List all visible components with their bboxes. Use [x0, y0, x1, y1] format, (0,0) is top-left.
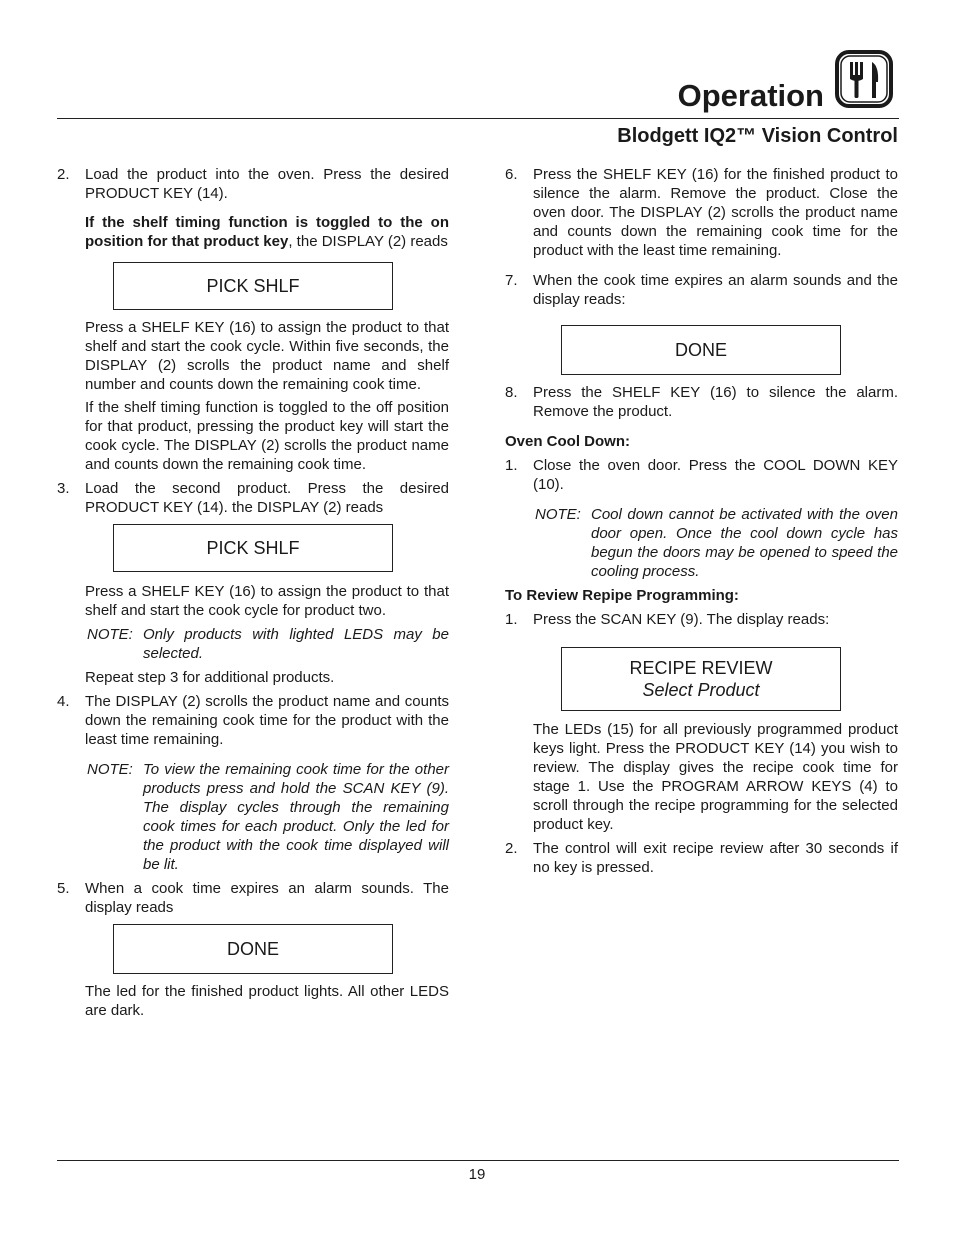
display-box-recipe-review [561, 647, 841, 711]
display-box-done: DONE [113, 924, 393, 974]
right-column [505, 165, 898, 877]
display-box-done: DONE [561, 325, 841, 375]
step-2: 2. Load the product into the oven. Press the desired PRODUCT KEY (14). [57, 166, 449, 202]
paragraph: Repeat step 3 for additional products. [85, 669, 335, 686]
paragraph: The led for the finished product lights. All other LEDS are dark. [85, 983, 449, 1019]
note: NOTE: To view the remaining cook time for the other products press and hold the SCAN KEY (9). The display cycles through the remaining cook times for each product. Only the led for the product with the cook time displayed will be lit. [87, 761, 449, 873]
paragraph: Press a SHELF KEY (16) to assign the product to that shelf and start the cook cycle for product two. [85, 583, 449, 619]
section-heading: To Review Repipe Programming: [505, 587, 739, 604]
paragraph: The LEDs (15) for all previously programmed product keys light. Press the PRODUCT KEY (14) you wish to review. The display gives the recipe cook time for stage 1. Use the PROGRAM ARROW KEYS (4) to scroll through the recipe programming for the selected product key. [533, 721, 898, 833]
review-step-1: 1. Press the SCAN KEY (9). The display reads: [505, 611, 830, 628]
step-4: 4. The DISPLAY (2) scrolls the product name and counts down the remaining cook time for the product with the least time remaining. [57, 693, 449, 748]
cool-down-step-1: 1. Close the oven door. Press the COOL DOWN KEY (10). [505, 457, 898, 493]
display-box-pick-shlf: PICK SHLF [113, 262, 393, 310]
step-7: 7. When the cook time expires an alarm sounds and the display reads: [505, 272, 898, 308]
step-2-condition: If the shelf timing function is toggled to the on position for that product key, the DISPLAY (2) reads [85, 214, 449, 250]
page-number: 19 [468, 1166, 486, 1183]
paragraph: Press a SHELF KEY (16) to assign the product to that shelf and start the cook cycle. Within five seconds, the DISPLAY (2) scrolls the product name and shelf number and counts down the remaining cook time. [85, 319, 449, 393]
step-3: 3. Load the second product. Press the desired PRODUCT KEY (14). the DISPLAY (2) reads [57, 480, 449, 516]
paragraph: If the shelf timing function is toggled to the off position for that product, pressing the product key will start the cook cycle. The DISPLAY (2) scrolls the product name and counts down the remaining cook time. [85, 399, 449, 473]
section-heading: Oven Cool Down: [505, 433, 630, 450]
note: NOTE: Cool down cannot be activated with the oven door open. Once the cool down cycle has begun the doors may be opened to speed the cooling process. [535, 506, 898, 580]
note: NOTE: Only products with lighted LEDS may be selected. [87, 626, 449, 662]
display-box-pick-shlf: PICK SHLF [113, 524, 393, 572]
display-line: Select Product [642, 680, 760, 700]
step-8: 8. Press the SHELF KEY (16) to silence the alarm. Remove the product. [505, 384, 898, 420]
header-rule [57, 118, 899, 119]
left-column [57, 165, 449, 1020]
step-6: 6. Press the SHELF KEY (16) for the finished product to silence the alarm. Remove the product. Close the oven door. The DISPLAY (2) scrolls the product name and counts down the remaining cook time for the product with the least time remaining. [505, 166, 898, 259]
step-5: 5. When a cook time expires an alarm sounds. The display reads [57, 880, 449, 916]
section-subtitle: Blodgett IQ2™ Vision Control [617, 125, 898, 147]
display-line: RECIPE REVIEW [629, 658, 773, 678]
page-title: Operation [677, 78, 824, 113]
footer-rule [57, 1160, 899, 1161]
review-step-2: 2. The control will exit recipe review after 30 seconds if no key is pressed. [505, 840, 898, 876]
fork-knife-icon [835, 50, 893, 108]
